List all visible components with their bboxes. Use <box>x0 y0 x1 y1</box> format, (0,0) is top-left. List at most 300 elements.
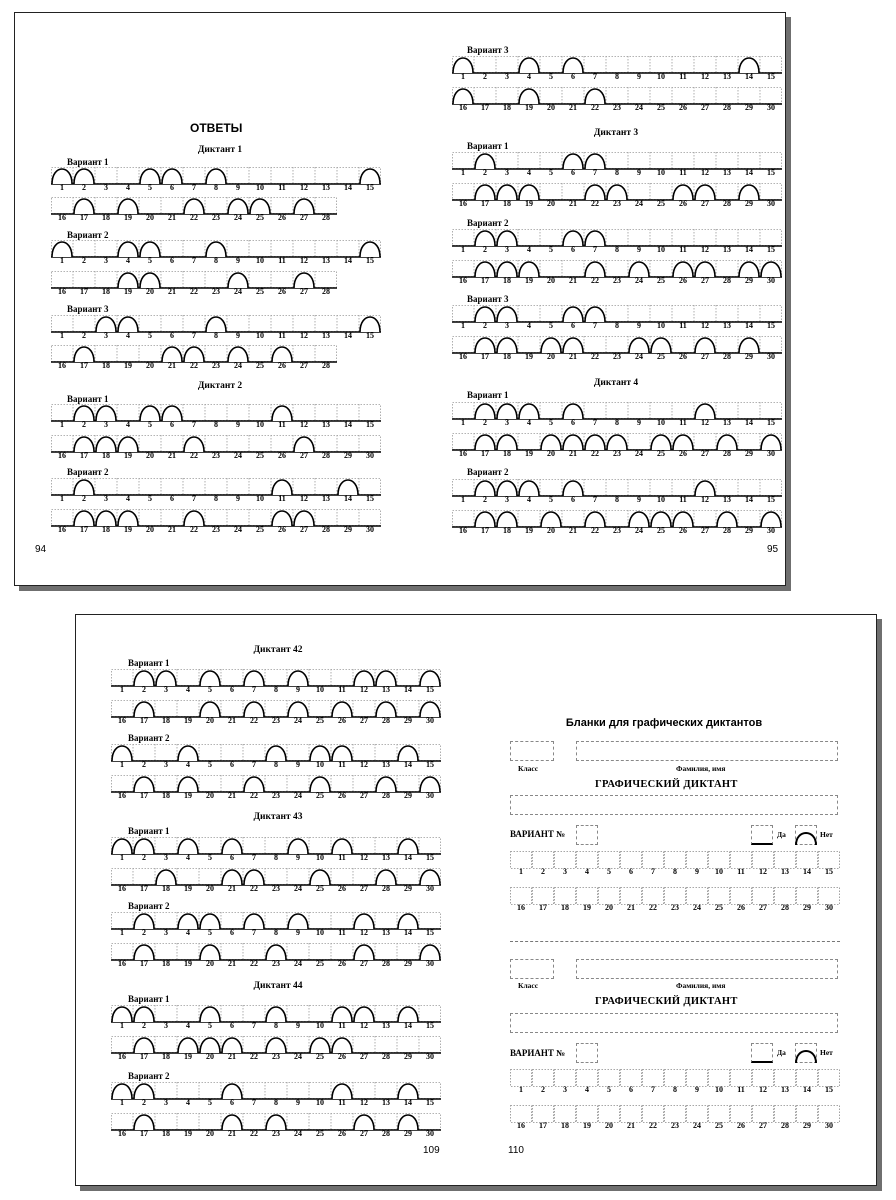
name-field[interactable] <box>576 741 838 761</box>
page-number-94: 94 <box>35 544 47 555</box>
cell-number: 18 <box>162 1052 170 1061</box>
cell-number: 23 <box>272 1129 280 1138</box>
answer-arc <box>310 746 330 761</box>
cell-number: 9 <box>637 72 641 81</box>
answer-arc <box>244 914 264 929</box>
blank-cell <box>775 1070 796 1087</box>
answer-arc <box>288 671 308 686</box>
answer-row <box>51 509 381 534</box>
name-field[interactable] <box>576 959 838 979</box>
cell-number: 1 <box>461 245 465 254</box>
answer-arc <box>376 777 396 792</box>
cell-number: 23 <box>613 352 621 361</box>
answer-row <box>51 315 381 340</box>
cell-number: 22 <box>190 213 198 222</box>
answer-arc <box>629 338 649 353</box>
cell-number: 11 <box>679 321 687 330</box>
cell-number: 16 <box>118 791 126 800</box>
answer-arc <box>651 512 671 527</box>
answer-arc <box>134 945 154 960</box>
cell-number: 28 <box>723 276 731 285</box>
cell-number: 21 <box>569 276 577 285</box>
cell-number: 27 <box>360 791 368 800</box>
blank-cell <box>643 852 664 869</box>
cell-number: 30 <box>767 103 775 112</box>
cell-number: 15 <box>767 418 775 427</box>
arc-icon <box>795 1043 817 1063</box>
answer-arc <box>475 481 495 496</box>
grid-frame <box>112 838 441 854</box>
blank-cell <box>775 1106 796 1123</box>
cell-number: 2 <box>142 1021 146 1030</box>
answer-arc <box>585 435 605 450</box>
blank-cell <box>709 1106 730 1123</box>
blank-cell <box>731 888 752 905</box>
grid-frame <box>112 913 441 929</box>
cell-number: 25 <box>316 959 324 968</box>
cell-number: 18 <box>162 959 170 968</box>
answer-arc <box>739 338 759 353</box>
variant-number-field[interactable] <box>576 825 598 845</box>
cell-number: 18 <box>102 287 110 296</box>
cell-number: 18 <box>162 1129 170 1138</box>
cell-number: 15 <box>366 256 374 265</box>
cell-number: 16 <box>517 1121 525 1130</box>
cell-number: 11 <box>278 331 286 340</box>
cell-number: 13 <box>382 760 390 769</box>
page-number-95: 95 <box>767 544 779 555</box>
cell-number: 21 <box>569 352 577 361</box>
cell-number: 5 <box>549 245 553 254</box>
answer-row <box>452 402 782 427</box>
cell-number: 26 <box>679 449 687 458</box>
answer-arc <box>497 435 517 450</box>
answer-arc <box>200 671 220 686</box>
no-checkbox[interactable] <box>795 1043 817 1063</box>
cell-number: 24 <box>294 1052 302 1061</box>
cell-number: 14 <box>344 420 352 429</box>
cell-number: 18 <box>503 199 511 208</box>
answer-arc <box>420 671 440 686</box>
grid-frame <box>453 57 782 73</box>
cell-number: 13 <box>382 853 390 862</box>
cell-number: 16 <box>517 903 525 912</box>
grid-frame <box>453 88 782 104</box>
cell-number: 21 <box>228 716 236 725</box>
cell-number: 12 <box>360 760 368 769</box>
cell-number: 13 <box>723 72 731 81</box>
cell-number: 13 <box>723 245 731 254</box>
cell-number: 11 <box>338 760 346 769</box>
cell-number: 27 <box>701 526 709 535</box>
answer-arc <box>563 338 583 353</box>
answer-arc <box>52 242 72 257</box>
cell-number: 12 <box>300 494 308 503</box>
cell-number: 5 <box>208 928 212 937</box>
cell-number: 26 <box>338 1129 346 1138</box>
answer-row <box>111 744 441 769</box>
cell-number: 1 <box>60 331 64 340</box>
answer-arc <box>354 914 374 929</box>
answer-arc <box>162 406 182 421</box>
answer-arc <box>585 512 605 527</box>
blank-cell <box>753 1106 774 1123</box>
variant-number-field[interactable] <box>576 1043 598 1063</box>
answer-row <box>111 912 441 937</box>
cell-number: 25 <box>657 352 665 361</box>
cell-number: 14 <box>745 245 753 254</box>
cell-number: 28 <box>723 103 731 112</box>
cell-number: 9 <box>637 495 641 504</box>
cell-number: 10 <box>316 760 324 769</box>
cell-number: 16 <box>118 884 126 893</box>
label-variant-2: Вариант 2 <box>128 1071 170 1081</box>
cell-number: 23 <box>671 903 679 912</box>
blank-cell <box>533 1106 554 1123</box>
cell-number: 9 <box>236 331 240 340</box>
cell-number: 21 <box>228 959 236 968</box>
cell-number: 24 <box>234 213 242 222</box>
cell-number: 13 <box>322 331 330 340</box>
answer-arc <box>184 199 204 214</box>
answer-arc <box>244 671 264 686</box>
class-field[interactable] <box>510 959 554 979</box>
cell-number: 4 <box>186 853 190 862</box>
cell-number: 17 <box>481 276 489 285</box>
answer-arc <box>118 511 138 526</box>
blank-cell <box>665 1070 686 1087</box>
cell-number: 22 <box>190 361 198 370</box>
answer-arc <box>585 185 605 200</box>
cell-number: 10 <box>715 867 723 876</box>
cell-number: 11 <box>278 183 286 192</box>
answer-arc <box>266 1007 286 1022</box>
cell-number: 2 <box>483 168 487 177</box>
cell-number: 28 <box>781 1121 789 1130</box>
cell-number: 18 <box>503 276 511 285</box>
cell-number: 30 <box>366 451 374 460</box>
cell-number: 5 <box>208 760 212 769</box>
cell-number: 29 <box>404 791 412 800</box>
cell-number: 29 <box>745 526 753 535</box>
class-label: Класс <box>518 764 539 773</box>
cell-number: 4 <box>186 928 190 937</box>
cell-number: 6 <box>230 760 234 769</box>
cell-number: 28 <box>322 525 330 534</box>
cell-number: 6 <box>230 685 234 694</box>
cell-number: 1 <box>519 867 523 876</box>
cell-number: 4 <box>585 867 589 876</box>
cell-number: 7 <box>252 685 256 694</box>
cell-number: 27 <box>300 525 308 534</box>
answer-row <box>111 700 441 725</box>
cell-number: 5 <box>208 1021 212 1030</box>
cell-number: 6 <box>230 853 234 862</box>
blank-cell <box>555 852 576 869</box>
answer-arc <box>475 154 495 169</box>
cell-number: 19 <box>124 525 132 534</box>
cell-number: 9 <box>296 760 300 769</box>
yes-checkbox[interactable] <box>751 1043 773 1063</box>
cell-number: 15 <box>366 420 374 429</box>
blank-cell <box>599 852 620 869</box>
answer-arc <box>310 1038 330 1053</box>
cell-number: 3 <box>563 867 567 876</box>
blank-cell <box>599 1106 620 1123</box>
label-variant-3: Вариант 3 <box>467 45 509 55</box>
cell-number: 8 <box>615 168 619 177</box>
topic-field[interactable] <box>510 1013 838 1033</box>
cell-number: 3 <box>104 420 108 429</box>
answer-arc <box>354 1115 374 1130</box>
cell-number: 11 <box>679 168 687 177</box>
cell-number: 16 <box>459 103 467 112</box>
cell-number: 6 <box>629 867 633 876</box>
blank-cell <box>709 888 730 905</box>
blank-cell <box>621 1106 642 1123</box>
cell-number: 1 <box>120 1021 124 1030</box>
answer-arc <box>420 870 440 885</box>
answer-arc <box>585 262 605 277</box>
cell-number: 26 <box>278 361 286 370</box>
label-variant-1: Вариант 1 <box>128 994 170 1004</box>
no-checkbox[interactable] <box>795 825 817 845</box>
answer-arc <box>398 914 418 929</box>
cell-number: 28 <box>382 1052 390 1061</box>
cell-number: 24 <box>635 276 643 285</box>
cell-number: 24 <box>234 361 242 370</box>
cell-number: 7 <box>252 760 256 769</box>
cell-number: 29 <box>745 199 753 208</box>
blank-cell <box>819 888 840 905</box>
cell-number: 24 <box>294 791 302 800</box>
cell-number: 29 <box>404 1052 412 1061</box>
blank-cell <box>775 852 796 869</box>
answer-row <box>452 433 782 458</box>
cell-number: 6 <box>629 1085 633 1094</box>
blank-row[interactable] <box>510 887 840 912</box>
cell-number: 21 <box>168 361 176 370</box>
book-spread-pages-94-95 <box>14 12 786 586</box>
answer-arc <box>244 702 264 717</box>
cell-number: 10 <box>316 853 324 862</box>
cell-number: 21 <box>569 103 577 112</box>
blank-cell <box>797 1070 818 1087</box>
cell-number: 21 <box>168 287 176 296</box>
cell-number: 8 <box>274 1098 278 1107</box>
cell-number: 14 <box>344 331 352 340</box>
answer-arc <box>184 347 204 362</box>
cell-number: 12 <box>300 256 308 265</box>
answer-row <box>111 1005 441 1030</box>
cell-number: 19 <box>184 884 192 893</box>
cell-number: 6 <box>170 494 174 503</box>
cell-number: 1 <box>60 183 64 192</box>
answer-row <box>452 183 782 208</box>
cell-number: 13 <box>723 168 731 177</box>
blank-cell <box>533 1070 554 1087</box>
cell-number: 25 <box>256 287 264 296</box>
answer-arc <box>162 347 182 362</box>
cell-number: 3 <box>505 321 509 330</box>
label-variant-3: Вариант 3 <box>67 304 109 314</box>
cell-number: 14 <box>404 1021 412 1030</box>
cell-number: 12 <box>701 495 709 504</box>
cell-number: 17 <box>140 1129 148 1138</box>
cell-number: 20 <box>146 451 154 460</box>
label-variant-1: Вариант 1 <box>128 658 170 668</box>
cell-number: 11 <box>679 418 687 427</box>
cell-number: 5 <box>148 256 152 265</box>
cell-number: 7 <box>252 853 256 862</box>
cell-number: 17 <box>481 352 489 361</box>
cell-number: 10 <box>256 494 264 503</box>
answer-arc <box>563 58 583 73</box>
cell-number: 3 <box>164 928 168 937</box>
cell-number: 14 <box>404 928 412 937</box>
cell-number: 30 <box>767 276 775 285</box>
cell-number: 5 <box>208 1098 212 1107</box>
cell-number: 23 <box>613 199 621 208</box>
cell-number: 29 <box>344 451 352 460</box>
cell-number: 23 <box>613 103 621 112</box>
cell-number: 14 <box>745 168 753 177</box>
cell-number: 28 <box>382 1129 390 1138</box>
cell-number: 19 <box>583 903 591 912</box>
cell-number: 29 <box>404 959 412 968</box>
answer-arc <box>475 435 495 450</box>
cell-number: 3 <box>164 1098 168 1107</box>
label-variant-2: Вариант 2 <box>128 733 170 743</box>
cell-number: 30 <box>426 884 434 893</box>
cell-number: 23 <box>212 213 220 222</box>
heading-diktant-2: Диктант 2 <box>197 381 243 391</box>
answer-arc <box>266 945 286 960</box>
cell-number: 5 <box>208 853 212 862</box>
cell-number: 10 <box>316 1021 324 1030</box>
cell-number: 26 <box>338 959 346 968</box>
cell-number: 20 <box>206 1129 214 1138</box>
cell-number: 29 <box>803 1121 811 1130</box>
cell-number: 9 <box>695 1085 699 1094</box>
class-field[interactable] <box>510 741 554 761</box>
heading-diktant-43: Диктант 43 <box>253 812 303 822</box>
cell-number: 3 <box>164 760 168 769</box>
answer-arc <box>398 1007 418 1022</box>
answer-arc <box>200 1038 220 1053</box>
answer-arc <box>266 746 286 761</box>
cell-number: 16 <box>58 451 66 460</box>
answer-arc <box>475 512 495 527</box>
cell-number: 25 <box>256 361 264 370</box>
answer-arc <box>398 839 418 854</box>
cell-number: 2 <box>82 331 86 340</box>
cell-number: 12 <box>701 72 709 81</box>
cell-number: 1 <box>461 321 465 330</box>
blank-row[interactable] <box>510 851 840 876</box>
cell-number: 18 <box>162 884 170 893</box>
cell-number: 22 <box>649 903 657 912</box>
cell-number: 1 <box>120 760 124 769</box>
cell-number: 10 <box>657 495 665 504</box>
cell-number: 7 <box>593 168 597 177</box>
answer-arc <box>244 870 264 885</box>
answer-arc <box>475 262 495 277</box>
cell-number: 26 <box>338 791 346 800</box>
cell-number: 9 <box>637 321 641 330</box>
answer-arc <box>607 435 627 450</box>
cell-number: 9 <box>296 853 300 862</box>
blank-cell <box>621 852 642 869</box>
label-variant-2: Вариант 2 <box>67 467 109 477</box>
cell-number: 11 <box>679 245 687 254</box>
blank-row[interactable] <box>510 1105 840 1130</box>
answer-arc <box>288 839 308 854</box>
cell-number: 8 <box>274 1021 278 1030</box>
topic-field[interactable] <box>510 795 838 815</box>
cell-number: 12 <box>300 331 308 340</box>
blank-cell <box>709 852 730 869</box>
blank-cell <box>775 888 796 905</box>
page-number-110: 110 <box>508 1145 524 1156</box>
cell-number: 23 <box>272 884 280 893</box>
answer-arc <box>178 777 198 792</box>
answer-arc <box>200 702 220 717</box>
cell-number: 6 <box>571 418 575 427</box>
cell-number: 8 <box>274 853 278 862</box>
cell-number: 27 <box>759 1121 767 1130</box>
cell-number: 22 <box>190 525 198 534</box>
answer-arc <box>519 185 539 200</box>
page-number-109: 109 <box>423 1145 440 1156</box>
label-variant-1: Вариант 1 <box>67 394 109 404</box>
cell-number: 5 <box>148 494 152 503</box>
cell-number: 2 <box>541 1085 545 1094</box>
answer-arc <box>354 1007 374 1022</box>
cell-number: 17 <box>80 213 88 222</box>
cell-number: 28 <box>723 352 731 361</box>
blank-cell <box>687 1070 708 1087</box>
cell-number: 7 <box>192 256 196 265</box>
yes-checkbox[interactable] <box>751 825 773 845</box>
answer-arc <box>310 777 330 792</box>
answer-arc <box>244 777 264 792</box>
cell-number: 27 <box>360 1052 368 1061</box>
cell-number: 13 <box>781 867 789 876</box>
cell-number: 27 <box>701 352 709 361</box>
cell-number: 20 <box>547 276 555 285</box>
blank-cell <box>511 888 532 905</box>
cell-number: 16 <box>118 716 126 725</box>
answer-row <box>111 669 441 694</box>
blank-row[interactable] <box>510 1069 840 1094</box>
cell-number: 7 <box>252 1021 256 1030</box>
cell-number: 18 <box>503 352 511 361</box>
blank-cell <box>753 888 774 905</box>
answer-arc <box>332 1084 352 1099</box>
answer-row <box>51 435 381 460</box>
cell-number: 4 <box>527 418 531 427</box>
form-heading: ГРАФИЧЕСКИЙ ДИКТАНТ <box>595 779 738 790</box>
cell-number: 8 <box>274 928 278 937</box>
cell-number: 20 <box>146 287 154 296</box>
cell-number: 10 <box>657 245 665 254</box>
blank-cell <box>511 1070 532 1087</box>
cell-number: 26 <box>338 716 346 725</box>
cell-number: 10 <box>256 331 264 340</box>
cell-number: 24 <box>635 449 643 458</box>
cell-number: 16 <box>118 1052 126 1061</box>
